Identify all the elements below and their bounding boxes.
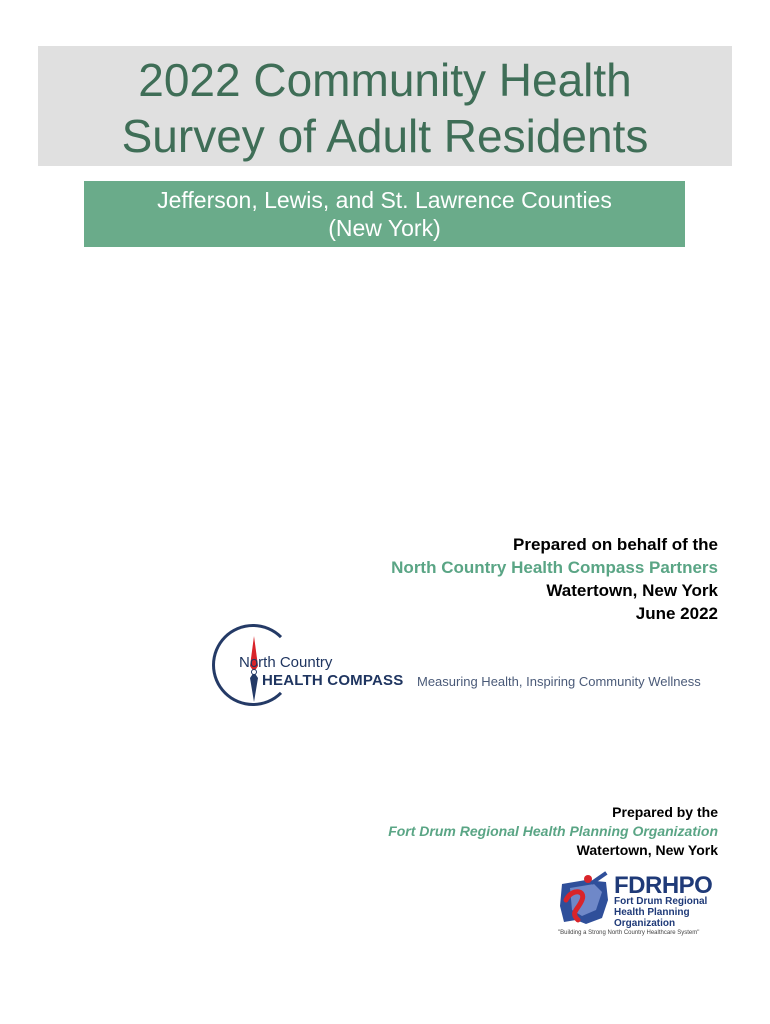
prepared-on-behalf-block <box>391 533 718 625</box>
report-title-line-1: 2022 Community Health <box>138 54 632 106</box>
fdrhpo-full-name: Fort Drum Regional Health Planning Organization <box>388 823 718 839</box>
fdrhpo-tagline: "Building a Strong North Country Healthcare System" <box>558 930 700 936</box>
fdrhpo-acronym: FDRHPO <box>614 872 713 899</box>
partners-name: North Country Health Compass Partners <box>391 558 718 577</box>
fdrhpo-location: Watertown, New York <box>576 842 718 858</box>
counties-line-2: (New York) <box>328 215 441 241</box>
logo-health-compass-text: HEALTH COMPASS <box>262 672 404 689</box>
fdrhpo-emblem-icon <box>556 870 612 928</box>
logo-north-country-text: North Country <box>239 654 333 671</box>
counties-banner <box>84 181 685 247</box>
prepared-by-intro: Prepared by the <box>612 804 718 820</box>
report-title-box <box>38 46 732 166</box>
report-date: June 2022 <box>635 604 718 623</box>
fdrhpo-logo-name <box>614 896 714 929</box>
fdrhpo-name-line-3: Organization <box>614 918 676 929</box>
north-country-health-compass-logo <box>212 624 701 710</box>
fdrhpo-name-line-1: Fort Drum Regional <box>614 896 708 907</box>
prepared-on-behalf-intro: Prepared on behalf of the <box>513 535 718 554</box>
partners-location: Watertown, New York <box>546 581 718 600</box>
report-title-line-2: Survey of Adult Residents <box>121 110 649 162</box>
prepared-by-block <box>388 803 718 860</box>
fdrhpo-logo <box>556 870 716 942</box>
counties-line-1: Jefferson, Lewis, and St. Lawrence Counties <box>157 187 612 213</box>
fdrhpo-name-line-2: Health Planning <box>614 907 690 918</box>
logo-tagline: Measuring Health, Inspiring Community Wellness <box>417 674 701 689</box>
